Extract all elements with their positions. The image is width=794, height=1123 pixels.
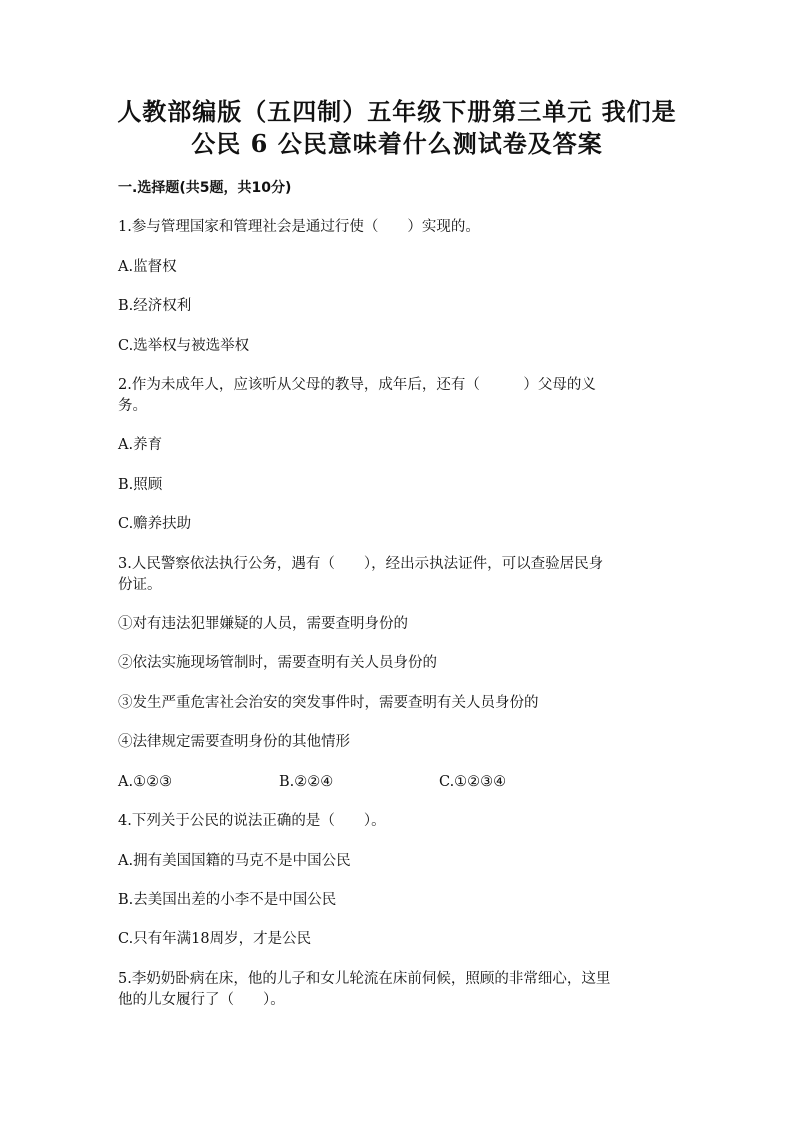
- question-5-stem-line2: 他的儿女履行了（ ）。: [118, 992, 285, 1008]
- question-3-stem-line1: 3.人民警察依法执行公务，遇有（ ），经出示执法证件，可以查验居民身: [118, 556, 604, 572]
- question-2-stem-line1: 2.作为未成年人，应该听从父母的教导，成年后，还有（ ）父母的义: [118, 377, 596, 393]
- question-4-stem: 4.下列关于公民的说法正确的是（ ）。: [118, 813, 386, 829]
- question-1-stem: 1.参与管理国家和管理社会是通过行使（ ）实现的。: [118, 219, 480, 235]
- document-title-line1: 人教部编版（五四制）五年级下册第三单元 我们是: [117, 97, 677, 126]
- question-4-option-a: A.拥有美国国籍的马克不是中国公民: [118, 853, 351, 869]
- question-1-option-a: A.监督权: [118, 259, 177, 275]
- document-title-line2: 公民 6 公民意味着什么测试卷及答案: [191, 129, 603, 158]
- section-heading: 一.选择题(共5题，共10分): [118, 180, 292, 196]
- question-5-stem-line1: 5.李奶奶卧病在床，他的儿子和女儿轮流在床前伺候，照顾的非常细心，这里: [118, 971, 611, 987]
- question-4-option-c: C.只有年满18周岁，才是公民: [118, 931, 312, 947]
- question-3-option-a: A.①②③: [118, 774, 173, 790]
- question-1-option-c: C.选举权与被选举权: [118, 338, 250, 354]
- question-2-option-b: B.照顾: [118, 477, 163, 493]
- question-3-stem-line2: 份证。: [118, 577, 162, 593]
- question-2-option-c: C.赡养扶助: [118, 516, 192, 532]
- question-2-stem-line2: 务。: [118, 398, 147, 414]
- question-3-statement-3: ③发生严重危害社会治安的突发事件时，需要查明有关人员身份的: [118, 695, 539, 711]
- question-2-option-a: A.养育: [118, 437, 163, 453]
- question-3-statement-2: ②依法实施现场管制时，需要查明有关人员身份的: [118, 655, 437, 671]
- question-3-option-c: C.①②③④: [439, 774, 507, 790]
- question-3-options-row: [118, 772, 678, 792]
- question-3-option-b: B.②②④: [279, 774, 334, 790]
- question-1-option-b: B.经济权利: [118, 298, 192, 314]
- question-3-statement-1: ①对有违法犯罪嫌疑的人员，需要查明身份的: [118, 616, 408, 632]
- question-3-statement-4: ④法律规定需要查明身份的其他情形: [118, 734, 350, 750]
- question-4-option-b: B.去美国出差的小李不是中国公民: [118, 892, 337, 908]
